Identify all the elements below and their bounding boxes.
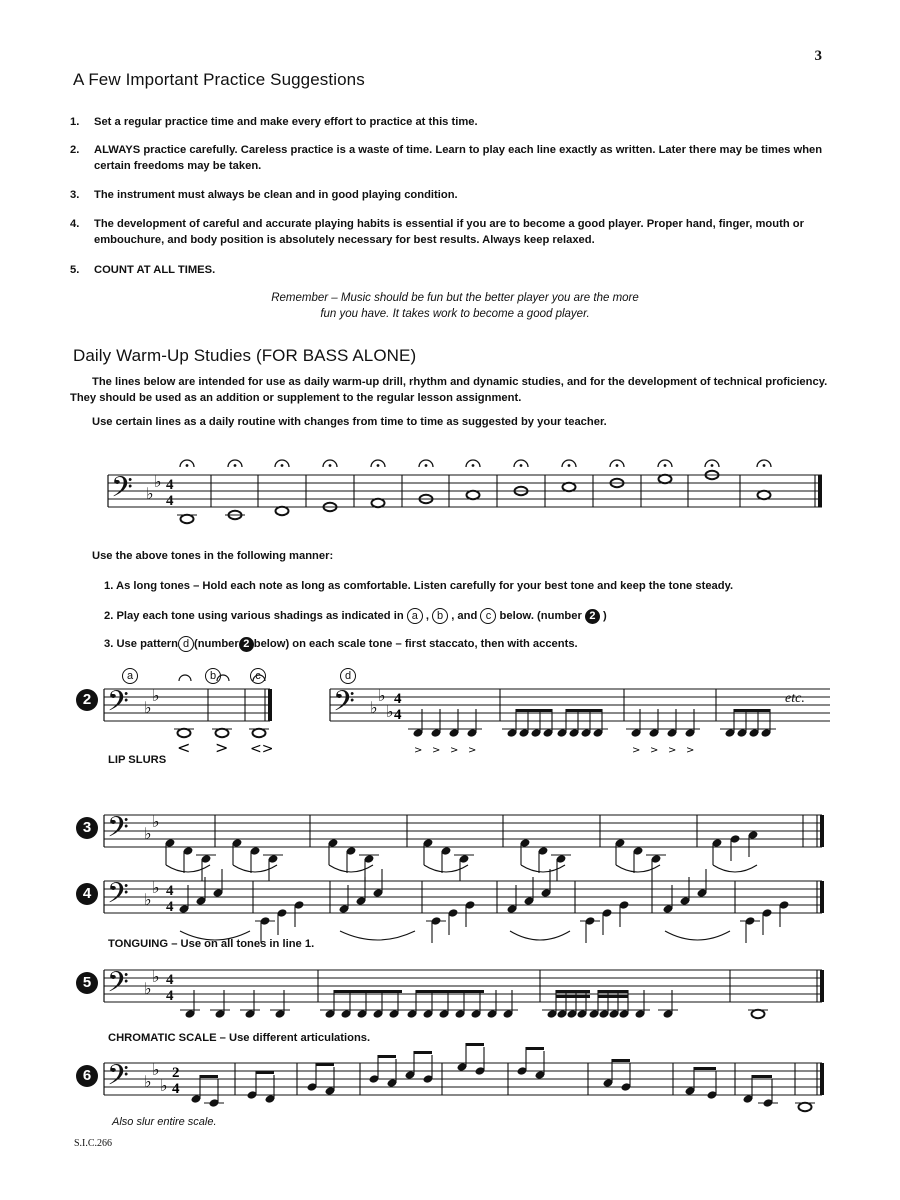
time-sig-bottom: 4 bbox=[394, 707, 402, 723]
slur bbox=[329, 865, 373, 872]
whole-note bbox=[752, 1010, 765, 1018]
tonguing-label: TONGUING – Use on all tones in line 1. bbox=[108, 938, 315, 950]
line-number-6: 6 bbox=[76, 1065, 98, 1087]
item-text: The development of careful and accurate playing habits is essential if you are to become a good player. Proper hand, finger, mouth or embouchure, and body position is absolutely necessary for best results. Always keep relaxed. bbox=[94, 218, 804, 246]
whole-note bbox=[758, 491, 771, 499]
line-number-2: 2 bbox=[76, 689, 98, 711]
page-number: 3 bbox=[814, 48, 822, 64]
beam bbox=[516, 709, 552, 712]
time-sig-top: 4 bbox=[166, 972, 174, 988]
footer-code: S.I.C.266 bbox=[74, 1138, 113, 1149]
beam bbox=[752, 1075, 772, 1078]
flat-sign: ♭ bbox=[378, 686, 386, 705]
item-number: 5. bbox=[70, 264, 80, 276]
chromatic-label: CHROMATIC SCALE – Use different articulations. bbox=[108, 1032, 371, 1044]
flat-sign: ♭ bbox=[370, 698, 378, 717]
fermata-dot bbox=[763, 464, 766, 467]
fermata-dot bbox=[568, 464, 571, 467]
step-3 bbox=[104, 636, 578, 652]
step-1: 1. As long tones – Hold each note as long as comfortable. Listen carefully for your best tone and keep the tone steady. bbox=[104, 580, 734, 592]
step-2-text: 2. Play each tone using various shadings as indicated in bbox=[104, 609, 404, 622]
bass-clef: 𝄢 bbox=[107, 966, 129, 1006]
beam bbox=[334, 990, 402, 993]
beam bbox=[734, 709, 770, 712]
flat-sign: ♭ bbox=[152, 1060, 160, 1079]
line-number-3: 3 bbox=[76, 817, 98, 839]
time-sig-top: 4 bbox=[166, 477, 174, 493]
fermata-dot bbox=[711, 464, 714, 467]
slur bbox=[616, 865, 660, 872]
final-barline-thick bbox=[268, 689, 272, 721]
accent-mark: > bbox=[632, 745, 641, 756]
fermata-dot bbox=[472, 464, 475, 467]
whole-note bbox=[276, 507, 289, 515]
warmup-intro: The lines below are intended for use as daily warm-up drill, rhythm and dynamic studies, and for the development of technical proficiency. They should be used as an addition or supplement to the regular lesson assignment. bbox=[70, 376, 828, 404]
time-sig-bottom: 4 bbox=[166, 988, 174, 1004]
whole-note bbox=[178, 729, 191, 737]
remember-line-2: fun you have. It takes work to become a good player. bbox=[320, 308, 590, 320]
slur bbox=[510, 931, 570, 940]
time-sig-top: 2 bbox=[172, 1065, 180, 1081]
flat-sign: ♭ bbox=[152, 812, 160, 831]
flat-sign: ♭ bbox=[152, 686, 160, 705]
flat-sign: ♭ bbox=[152, 967, 160, 986]
accent-mark: > bbox=[668, 745, 677, 756]
swell-mark: <> bbox=[250, 741, 274, 757]
slur bbox=[665, 931, 730, 940]
circle-b: b bbox=[432, 608, 448, 624]
bass-clef: 𝄢 bbox=[107, 811, 129, 851]
slur bbox=[166, 865, 210, 872]
bass-clef: 𝄢 bbox=[111, 471, 133, 511]
time-sig-bottom: 4 bbox=[172, 1081, 180, 1097]
use-heading: Use the above tones in the following manner: bbox=[92, 550, 334, 562]
accent-mark: > bbox=[414, 745, 423, 756]
fermata-dot bbox=[234, 464, 237, 467]
line-number-4: 4 bbox=[76, 883, 98, 905]
slur bbox=[340, 931, 415, 940]
beam bbox=[612, 1059, 630, 1062]
slur bbox=[713, 865, 757, 872]
beam bbox=[566, 709, 602, 712]
decrescendo-mark: > bbox=[215, 738, 229, 757]
circle-number-2: 2 bbox=[585, 609, 600, 624]
flat-sign: ♭ bbox=[144, 824, 152, 843]
line-number-5: 5 bbox=[76, 972, 98, 994]
accent-mark: > bbox=[650, 745, 659, 756]
slur bbox=[233, 865, 277, 872]
final-barline-thick bbox=[820, 881, 824, 913]
final-barline-thick bbox=[820, 970, 824, 1002]
crescendo-mark: < bbox=[177, 738, 191, 757]
accent-mark: > bbox=[432, 745, 441, 756]
beam bbox=[694, 1067, 716, 1070]
flat-sign: ♭ bbox=[144, 979, 152, 998]
circle-d: d bbox=[178, 636, 194, 652]
fermata-dot bbox=[329, 464, 332, 467]
time-sig-top: 4 bbox=[166, 883, 174, 899]
lip-slurs-label: LIP SLURS bbox=[108, 754, 167, 766]
whole-note bbox=[216, 729, 229, 737]
item-number: 2. bbox=[70, 144, 80, 156]
fermata-dot bbox=[425, 464, 428, 467]
warmup-title: Daily Warm-Up Studies (FOR BASS ALONE) bbox=[73, 346, 417, 365]
slur bbox=[521, 865, 565, 872]
step-2-below: below. (number bbox=[499, 609, 582, 622]
flat-sign: ♭ bbox=[146, 484, 154, 503]
beam bbox=[466, 1043, 484, 1046]
beam bbox=[556, 990, 590, 993]
etc-text: etc. bbox=[785, 691, 805, 706]
beam bbox=[416, 990, 484, 993]
whole-note bbox=[659, 475, 672, 483]
accent-mark: > bbox=[450, 745, 459, 756]
flat-sign: ♭ bbox=[152, 878, 160, 897]
bass-clef: 𝄢 bbox=[333, 685, 355, 725]
item-number: 1. bbox=[70, 116, 80, 128]
circle-b: b bbox=[205, 668, 221, 684]
item-number: 3. bbox=[70, 189, 80, 201]
final-barline-thick bbox=[820, 1063, 824, 1095]
whole-note bbox=[563, 483, 576, 491]
practice-title: A Few Important Practice Suggestions bbox=[73, 70, 365, 89]
flat-sign: ♭ bbox=[144, 1072, 152, 1091]
step-2-and: , and bbox=[451, 609, 478, 622]
slur bbox=[424, 865, 468, 872]
remember-line-1: Remember – Music should be fun but the better player you are the more bbox=[271, 292, 639, 304]
flat-sign: ♭ bbox=[154, 472, 162, 491]
flat-sign: ♭ bbox=[386, 702, 394, 721]
item-text: Set a regular practice time and make every effort to practice at this time. bbox=[94, 116, 478, 128]
flat-sign: ♭ bbox=[160, 1076, 168, 1095]
beam bbox=[598, 995, 628, 998]
fermata-dot bbox=[520, 464, 523, 467]
step-3-rest: below) on each scale tone – first staccato, then with accents. bbox=[253, 637, 578, 650]
flat-sign: ♭ bbox=[144, 890, 152, 909]
item-text: The instrument must always be clean and in good playing condition. bbox=[94, 189, 458, 201]
final-barline-thick bbox=[820, 815, 824, 847]
step-2: 2. Play each tone using various shadings as indicated in a , b , and c below. (number 2 ) bbox=[104, 609, 607, 622]
fermata-dot bbox=[616, 464, 619, 467]
beam bbox=[200, 1075, 218, 1078]
warmup-routine: Use certain lines as a daily routine with changes from time to time as suggested by your teacher. bbox=[92, 416, 607, 428]
circle-a: a bbox=[122, 668, 138, 684]
circle-c: c bbox=[480, 608, 496, 624]
accent-mark: > bbox=[686, 745, 695, 756]
bass-clef: 𝄢 bbox=[107, 685, 129, 725]
beam bbox=[378, 1055, 396, 1058]
beam bbox=[526, 1047, 544, 1050]
circle-d: d bbox=[340, 668, 356, 684]
item-number: 4. bbox=[70, 218, 80, 230]
fermata-dot bbox=[281, 464, 284, 467]
time-sig-bottom: 4 bbox=[166, 493, 174, 509]
bass-clef: 𝄢 bbox=[107, 877, 129, 917]
circle-c: c bbox=[250, 668, 266, 684]
beam bbox=[256, 1071, 274, 1074]
item-text: ALWAYS practice carefully. Careless practice is a waste of time. Learn to play each line exactly as written. Later there may be times when certain freedoms may be taken. bbox=[94, 144, 823, 172]
circle-number-2: 2 bbox=[239, 637, 254, 652]
beam bbox=[414, 1051, 432, 1054]
fermata-dot bbox=[377, 464, 380, 467]
slur-note: Also slur entire scale. bbox=[112, 1116, 217, 1128]
whole-note bbox=[799, 1103, 812, 1111]
time-sig-top: 4 bbox=[394, 691, 402, 707]
whole-note bbox=[467, 491, 480, 499]
final-barline-thick bbox=[818, 475, 822, 507]
beam bbox=[598, 990, 628, 993]
beam bbox=[556, 995, 590, 998]
whole-note bbox=[253, 729, 266, 737]
time-sig-bottom: 4 bbox=[166, 899, 174, 915]
circle-a: a bbox=[407, 608, 423, 624]
fermata-arc bbox=[179, 675, 191, 681]
fermata-dot bbox=[186, 464, 189, 467]
step-3-number: (number bbox=[194, 637, 239, 650]
item-text: COUNT AT ALL TIMES. bbox=[94, 264, 216, 276]
whole-note bbox=[181, 515, 194, 523]
step-3-text: 3. Use pattern bbox=[104, 637, 178, 650]
flat-sign: ♭ bbox=[144, 698, 152, 717]
fermata-dot bbox=[664, 464, 667, 467]
whole-note bbox=[372, 499, 385, 507]
accent-mark: > bbox=[468, 745, 477, 756]
bass-clef: 𝄢 bbox=[107, 1059, 129, 1099]
beam bbox=[316, 1063, 334, 1066]
